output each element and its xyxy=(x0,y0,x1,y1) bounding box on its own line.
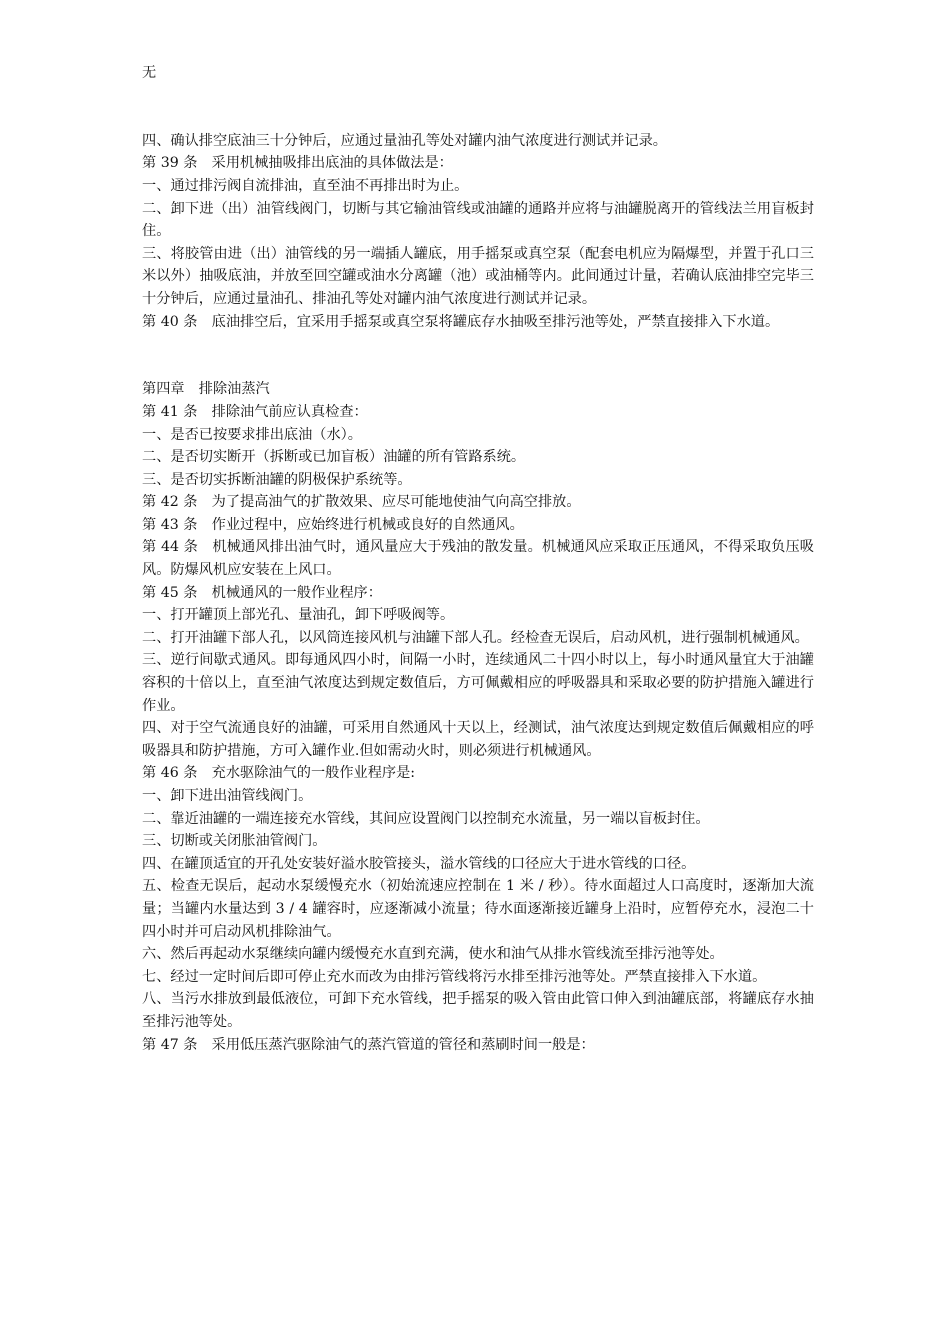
paragraph: 一、打开罐顶上部光孔、量油孔，卸下呼吸阀等。 xyxy=(142,607,455,624)
paragraph: 二、打开油罐下部人孔，以风筒连接风机与油罐下部人孔。经检查无误后，启动风机，进行强制机械通风。 xyxy=(142,629,809,646)
article-heading: 第 43 条 作业过程中，应始终进行机械或良好的自然通风。 xyxy=(142,516,524,533)
article-heading: 第 46 条 充水驱除油气的一般作业程序是: xyxy=(142,765,416,782)
article-heading: 第 40 条 底油排空后，宜采用手摇泵或真空泵将罐底存水抽吸至排污池等处，严禁直接排入下水道。 xyxy=(142,313,780,330)
paragraph: 一、是否已按要求排出底油（水）。 xyxy=(142,426,362,443)
paragraph: 二、靠近油罐的一端连接充水管线，其间应设置阀门以控制充水流量，另一端以盲板封住。 xyxy=(142,810,710,827)
article-heading: 第 45 条 机械通风的一般作业程序： xyxy=(142,584,382,601)
paragraph: 五、检查无误后，起动水泵缓慢充水（初始流速应控制在 1 米 / 秒）。待水面超过人口高度时，逐渐加大流量；当罐内水量达到 3 / 4 罐容时，应逐渐减小流量；待水面逐渐接近罐身上沿时，应暂停充水，浸泡二十四小时并可启动风机排除油气。 xyxy=(142,878,814,940)
paragraph: 一、通过排污阀自流排油，直至油不再排出时为止。 xyxy=(142,177,469,194)
paragraph: 四、确认排空底油三十分钟后，应通过量油孔等处对罐内油气浓度进行测试并记录。 xyxy=(142,132,667,149)
paragraph: 三、是否切实拆断油罐的阴极保护系统等。 xyxy=(142,471,412,488)
spacer xyxy=(142,107,814,130)
paragraph: 七、经过一定时间后即可停止充水而改为由排污管线将污水排至排污池等处。严禁直接排入下水道。 xyxy=(142,968,767,985)
spacer xyxy=(142,333,814,356)
spacer xyxy=(142,85,814,108)
paragraph: 二、卸下进（出）油管线阀门，切断与其它输油管线或油罐的通路并应将与油罐脱离开的管线法兰用盲板封住。 xyxy=(142,200,814,240)
paragraph: 六、然后再起动水泵继续向罐内缓慢充水直到充满，使水和油气从排水管线流至排污池等处。 xyxy=(142,946,724,963)
chapter-title: 第四章 排除油蒸汽 xyxy=(142,381,270,398)
header-word: 无 xyxy=(142,65,157,81)
document-page xyxy=(142,62,814,1056)
paragraph: 三、将胶管由进（出）油管线的另一端插人罐底，用手摇泵或真空泵（配套电机应为隔爆型，并置于孔口三米以外）抽吸底油，并放至回空罐或油水分离罐（池）或油桶等内。此间通过计量，若确认底油排空完毕三十分钟后，应通过量油孔、排油孔等处对罐内油气浓度进行测试并记录。 xyxy=(142,245,814,307)
paragraph: 四、在罐顶适宜的开孔处安装好溢水胶管接头，溢水管线的口径应大于进水管线的口径。 xyxy=(142,855,696,872)
article-heading: 第 44 条 机械通风排出油气时，通风量应大于残油的散发量。机械通风应采取正压通风，不得采取负压吸风。防爆风机应安装在上风口。 xyxy=(142,539,814,579)
spacer xyxy=(142,356,814,379)
paragraph: 四、对于空气流通良好的油罐，可采用自然通风十天以上，经测试，油气浓度达到规定数值后佩戴相应的呼吸器具和防护措施，方可入罐作业.但如需动火时，则必须进行机械通风。 xyxy=(142,720,814,759)
paragraph: 三、逆行间歇式通风。即每通风四小时，间隔一小时，连续通风二十四小时以上，每小时通风量宜大于油罐容积的十倍以上，直至油气浓度达到规定数值后，方可佩戴相应的呼吸器具和采取必要的防护措施入罐进行作业。 xyxy=(142,652,814,714)
paragraph: 一、卸下进出油管线阀门。 xyxy=(142,788,313,804)
article-heading: 第 47 条 采用低压蒸汽驱除油气的蒸汽管道的管径和蒸刷时间一般是： xyxy=(142,1036,595,1053)
paragraph: 八、当污水排放到最低液位，可卸下充水管线，把手摇泵的吸入管由此管口伸入到油罐底部，将罐底存水抽至排污池等处。 xyxy=(142,991,814,1030)
article-heading: 第 42 条 为了提高油气的扩散效果、应尽可能地使油气向高空排放。 xyxy=(142,494,581,511)
paragraph: 三、切断或关闭胀油管阀门。 xyxy=(142,833,327,850)
article-heading: 第 41 条 排除油气前应认真检查： xyxy=(142,403,368,420)
paragraph: 二、是否切实断开（拆断或已加盲板）油罐的所有管路系统。 xyxy=(142,449,526,466)
article-heading: 第 39 条 采用机械抽吸排出底油的具体做法是： xyxy=(142,155,453,172)
